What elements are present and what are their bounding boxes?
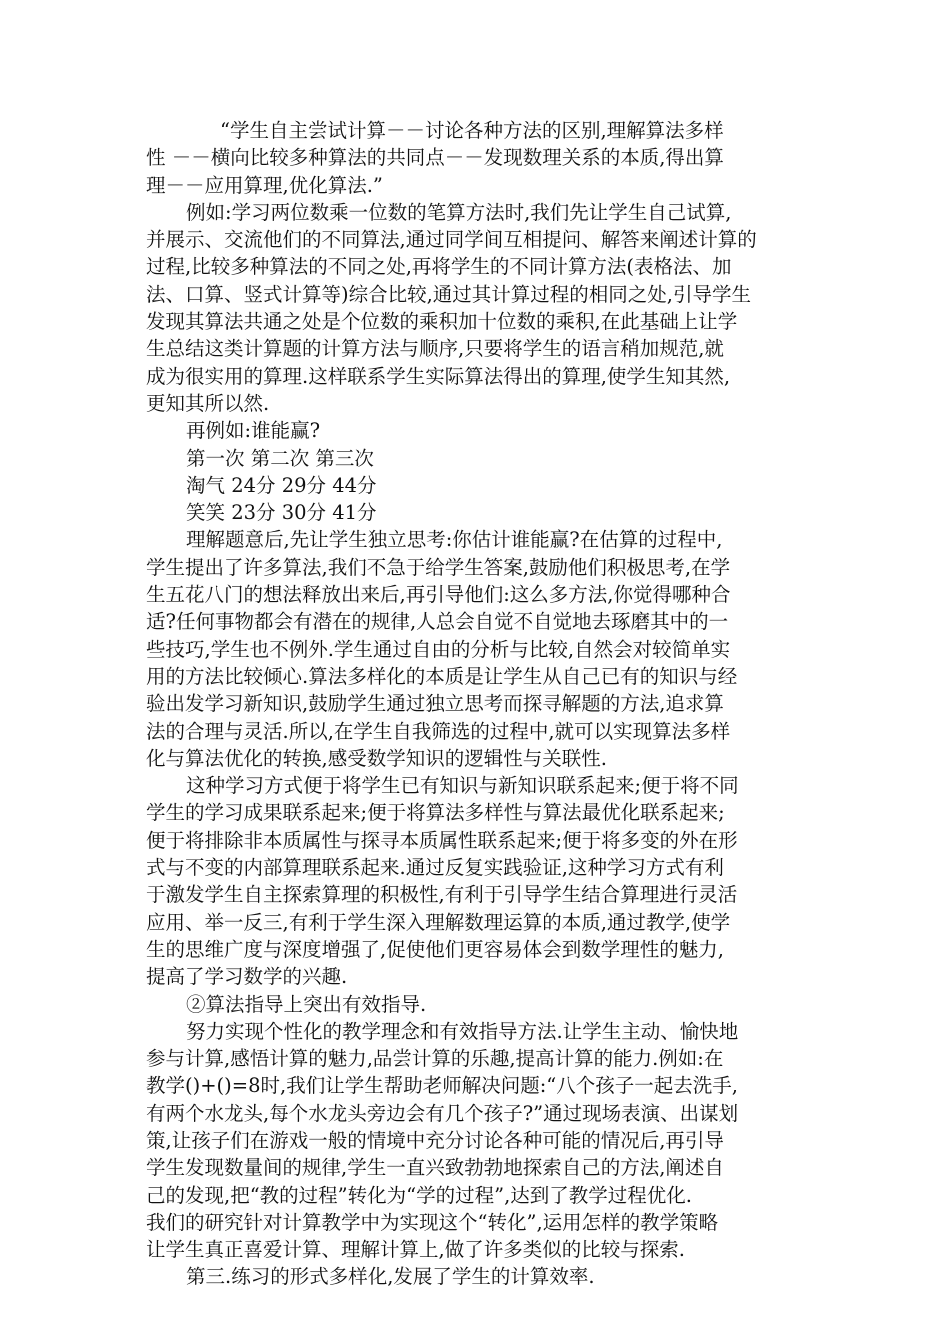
- text-line: 策,让孩子们在游戏一般的情境中充分讨论各种可能的情况后,再引导: [146, 1128, 724, 1152]
- text-line: “学生自主尝试计算－－讨论各种方法的区别,理解算法多样: [220, 119, 724, 142]
- text-line: 于激发学生自主探索算理的积极性,有利于引导学生结合算理进行灵活: [146, 883, 738, 907]
- text-line: 更知其所以然.: [146, 391, 270, 415]
- text-line: 式与不变的内部算理联系起来.通过反复实践验证,这种学习方式有利: [146, 856, 724, 880]
- text-line: 用的方法比较倾心.算法多样化的本质是让学生从自己已有的知识与经: [146, 664, 738, 688]
- text-line: 理－－应用算理,优化算法.”: [146, 173, 383, 197]
- text-line: 我们的研究针对计算教学中为实现这个“转化”,运用怎样的教学策略: [146, 1210, 719, 1234]
- text-line: 性 －－横向比较多种算法的共同点－－发现数理关系的本质,得出算: [146, 146, 724, 170]
- text-line: 淘气 24分 29分 44分: [186, 473, 377, 497]
- text-line: 再例如:谁能赢?: [186, 419, 321, 443]
- text-line: 过程,比较多种算法的不同之处,再将学生的不同计算方法(表格法、加: [146, 255, 732, 279]
- text-line: 法、口算、竖式计算等)综合比较,通过其计算过程的相同之处,引导学生: [146, 282, 752, 306]
- text-line: 这种学习方式便于将学生已有知识与新知识联系起来;便于将不同: [186, 774, 739, 798]
- text-line: 生总结这类计算题的计算方法与顺序,只要将学生的语言稍加规范,就: [146, 337, 724, 361]
- text-line: 便于将排除非本质属性与探寻本质属性联系起来;便于将多变的外在形: [146, 828, 738, 852]
- text-line: 生的思维广度与深度增强了,促使他们更容易体会到数学理性的魅力,: [146, 937, 724, 961]
- text-line: 教学()+()=8时,我们让学生帮助老师解决问题:“八个孩子一起去洗手,: [146, 1074, 738, 1098]
- text-line: 些技巧,学生也不例外.学生通过自由的分析与比较,自然会对较简单实: [146, 637, 731, 661]
- text-line: 第一次 第二次 第三次: [186, 446, 374, 470]
- text-line: 提高了学习数学的兴趣.: [146, 965, 348, 989]
- text-line: 法的合理与灵活.所以,在学生自我筛选的过程中,就可以实现算法多样: [146, 719, 731, 743]
- text-line: 发现其算法共通之处是个位数的乘积加十位数的乘积,在此基础上让学: [146, 310, 738, 334]
- text-line: 参与计算,感悟计算的魅力,品尝计算的乐趣,提高计算的能力.例如:在: [146, 1047, 724, 1071]
- text-line: 化与算法优化的转换,感受数学知识的逻辑性与关联性.: [146, 746, 607, 770]
- text-line: 己的发现,把“教的过程”转化为“学的过程”,达到了教学过程优化.: [146, 1183, 692, 1207]
- document-page: [146, 117, 810, 1291]
- text-line: 例如:学习两位数乘一位数的笔算方法时,我们先让学生自己试算,: [186, 200, 732, 224]
- text-line: 生五花八门的想法释放出来后,再引导他们:这么多方法,你觉得哪种合: [146, 583, 731, 607]
- text-line: 理解题意后,先让学生独立思考:你估计谁能赢?在估算的过程中,: [186, 528, 723, 552]
- text-line: 努力实现个性化的教学理念和有效指导方法.让学生主动、愉快地: [186, 1019, 739, 1043]
- text-line: 有两个水龙头,每个水龙头旁边会有几个孩子?”通过现场表演、出谋划: [146, 1101, 739, 1125]
- text-line: 成为很实用的算理.这样联系学生实际算法得出的算理,使学生知其然,: [146, 364, 731, 388]
- text-line: 笑笑 23分 30分 41分: [186, 501, 377, 525]
- text-line: 并展示、交流他们的不同算法,通过同学间互相提问、解答来阐述计算的: [146, 228, 757, 252]
- text-line: 学生发现数量间的规律,学生一直兴致勃勃地探索自己的方法,阐述自: [146, 1156, 724, 1180]
- text-line: 让学生真正喜爱计算、理解计算上,做了许多类似的比较与探索.: [146, 1238, 685, 1262]
- text-line: 验出发学习新知识,鼓励学生通过独立思考而探寻解题的方法,追求算: [146, 692, 724, 716]
- section-heading: ②算法指导上突出有效指导.: [186, 992, 427, 1016]
- section-heading: 第三.练习的形式多样化,发展了学生的计算效率.: [186, 1265, 595, 1289]
- text-line: 学生提出了许多算法,我们不急于给学生答案,鼓励他们积极思考,在学: [146, 555, 731, 579]
- text-line: 应用、举一反三,有利于学生深入理解数理运算的本质,通过教学,使学: [146, 910, 731, 934]
- text-line: 学生的学习成果联系起来;便于将算法多样性与算法最优化联系起来;: [146, 801, 725, 825]
- text-line: 适?任何事物都会有潜在的规律,人总会自觉不自觉地去琢磨其中的一: [146, 610, 729, 634]
